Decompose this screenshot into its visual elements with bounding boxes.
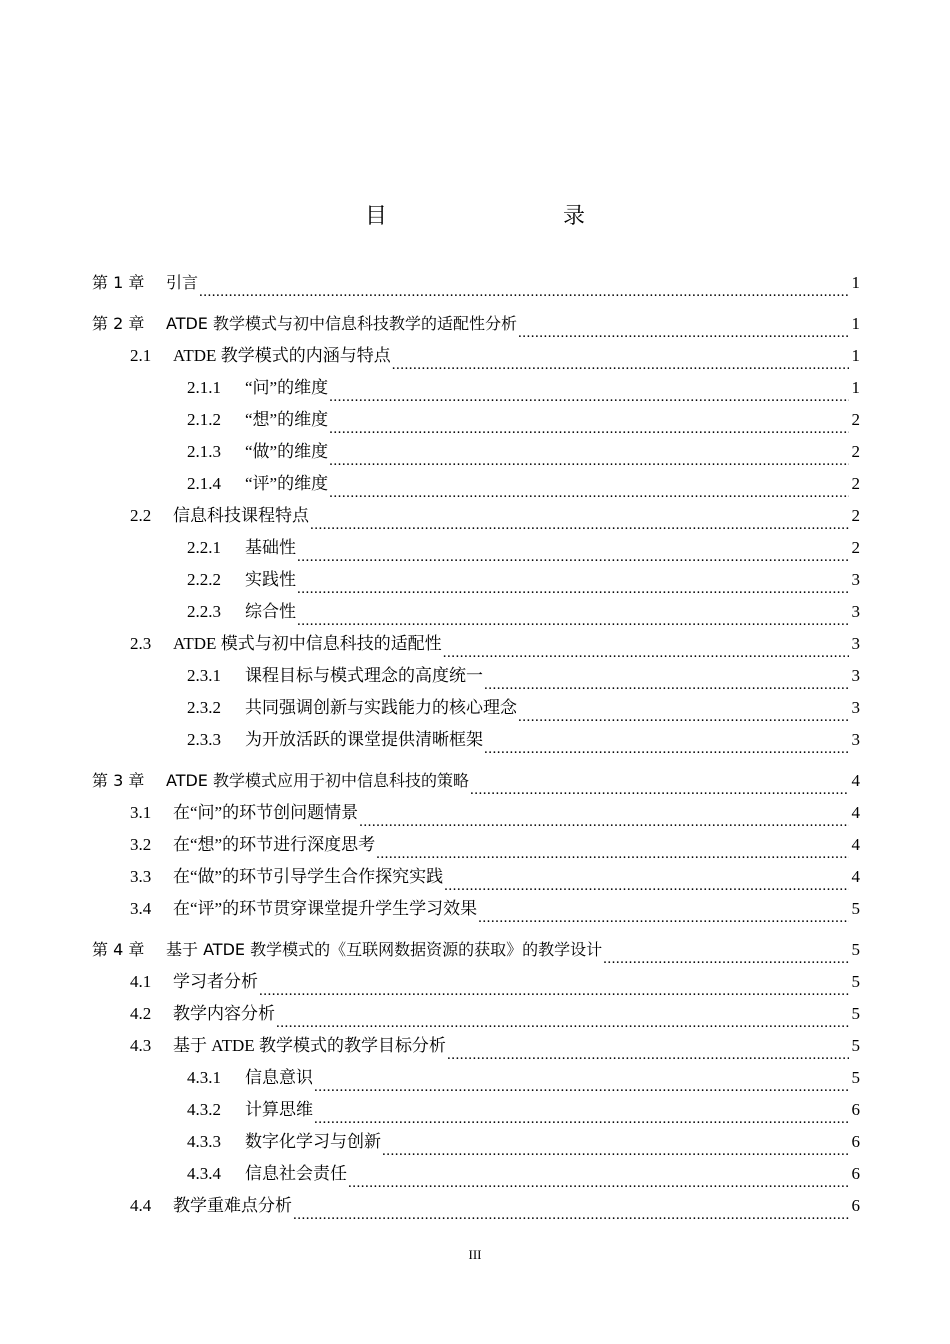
toc-entry-page: 3 bbox=[851, 602, 860, 621]
toc-entry-title: 引言 bbox=[166, 273, 199, 292]
toc-entry-title: 数字化学习与创新 bbox=[245, 1132, 381, 1151]
dot-leader bbox=[314, 1071, 849, 1093]
toc-entry[interactable] bbox=[130, 999, 860, 1029]
dot-leader bbox=[484, 669, 849, 691]
toc-entry-title: “评”的维度 bbox=[245, 474, 329, 493]
toc-entry-title: 信息社会责任 bbox=[245, 1164, 347, 1183]
dot-leader bbox=[444, 870, 849, 892]
toc-entry-title: 教学内容分析 bbox=[173, 1004, 275, 1023]
toc-entry-page: 2 bbox=[851, 410, 860, 429]
toc-entry-page: 4 bbox=[851, 835, 860, 854]
toc-entry-page: 1 bbox=[851, 378, 860, 397]
toc-entry-title: 基于 ATDE 教学模式的教学目标分析 bbox=[173, 1036, 446, 1055]
toc-entry-page: 2 bbox=[851, 506, 860, 525]
toc-entry[interactable] bbox=[187, 661, 860, 691]
toc-entry-number: 4.3 bbox=[130, 1036, 152, 1055]
toc-entry-page: 6 bbox=[851, 1132, 860, 1151]
dot-leader bbox=[329, 413, 849, 435]
toc-entry-page: 3 bbox=[851, 698, 860, 717]
toc-entry-number: 2.3.2 bbox=[187, 698, 221, 717]
dot-leader bbox=[484, 733, 849, 755]
toc-entry-title: 学习者分析 bbox=[173, 972, 258, 991]
toc-entry[interactable] bbox=[130, 894, 860, 924]
toc-entry-number: 第 2 章 bbox=[92, 314, 145, 333]
toc-entry-number: 2.2.2 bbox=[187, 570, 221, 589]
page-title: 目 录 bbox=[364, 204, 629, 229]
toc-entry-title: 实践性 bbox=[245, 570, 296, 589]
toc-entry-title: 基于 ATDE 教学模式的《互联网数据资源的获取》的教学设计 bbox=[166, 940, 603, 959]
toc-entry[interactable] bbox=[187, 437, 860, 467]
toc-entry-page: 5 bbox=[851, 1004, 860, 1023]
toc-entry-number: 4.3.4 bbox=[187, 1164, 221, 1183]
dot-leader bbox=[297, 541, 849, 563]
toc-entry-number: 4.4 bbox=[130, 1196, 152, 1215]
toc-entry[interactable] bbox=[130, 629, 860, 659]
toc-entry-title: 信息科技课程特点 bbox=[173, 506, 309, 525]
toc-entry[interactable] bbox=[130, 862, 860, 892]
page-number: III bbox=[468, 1247, 482, 1262]
toc-entry-title: 在“想”的环节进行深度思考 bbox=[173, 835, 376, 854]
toc-entry[interactable] bbox=[92, 766, 860, 796]
toc-entry-number: 第 4 章 bbox=[92, 940, 145, 959]
toc-entry[interactable] bbox=[187, 565, 860, 595]
toc-entry-page: 6 bbox=[851, 1196, 860, 1215]
toc-entry[interactable] bbox=[130, 1031, 860, 1061]
toc-entry-number: 2.2.1 bbox=[187, 538, 221, 557]
toc-entry-number: 3.4 bbox=[130, 899, 152, 918]
toc-entry[interactable] bbox=[187, 597, 860, 627]
toc-entry-page: 4 bbox=[851, 803, 860, 822]
dot-leader bbox=[348, 1167, 849, 1189]
toc-entry-title: 在“问”的环节创问题情景 bbox=[173, 803, 359, 822]
dot-leader bbox=[392, 349, 849, 371]
toc-entry[interactable] bbox=[130, 830, 860, 860]
toc-entry-number: 2.1.1 bbox=[187, 378, 221, 397]
dot-leader bbox=[447, 1039, 849, 1061]
toc-entry-title: ATDE 教学模式与初中信息科技教学的适配性分析 bbox=[166, 314, 517, 333]
toc-entry-page: 6 bbox=[851, 1100, 860, 1119]
toc-entry-number: 2.1.3 bbox=[187, 442, 221, 461]
dot-leader bbox=[603, 943, 849, 965]
dot-leader bbox=[376, 838, 849, 860]
toc-entry-page: 1 bbox=[851, 273, 860, 292]
toc-entry-number: 4.3.3 bbox=[187, 1132, 221, 1151]
toc-entry[interactable] bbox=[92, 268, 860, 298]
toc-entry-title: “做”的维度 bbox=[245, 442, 329, 461]
toc-entry-number: 2.1 bbox=[130, 346, 152, 365]
toc-entry[interactable] bbox=[130, 967, 860, 997]
toc-entry-number: 3.2 bbox=[130, 835, 152, 854]
toc-entry-page: 3 bbox=[851, 730, 860, 749]
toc-entry[interactable] bbox=[187, 469, 860, 499]
toc-entry-page: 5 bbox=[851, 1036, 860, 1055]
toc-entry-number: 4.1 bbox=[130, 972, 152, 991]
dot-leader bbox=[329, 445, 849, 467]
toc-entry-page: 2 bbox=[851, 474, 860, 493]
toc-entry-number: 2.3.3 bbox=[187, 730, 221, 749]
dot-leader bbox=[297, 573, 849, 595]
toc-entry-number: 第 1 章 bbox=[92, 273, 145, 292]
toc-entry-number: 4.3.2 bbox=[187, 1100, 221, 1119]
dot-leader bbox=[443, 637, 849, 659]
dot-leader bbox=[293, 1199, 849, 1221]
toc-entry-number: 2.1.2 bbox=[187, 410, 221, 429]
toc-entry-title: 信息意识 bbox=[245, 1068, 313, 1087]
dot-leader bbox=[314, 1103, 849, 1125]
toc-entry-title: “想”的维度 bbox=[245, 410, 329, 429]
toc-entry-number: 2.2 bbox=[130, 506, 152, 525]
toc-entry-number: 4.3.1 bbox=[187, 1068, 221, 1087]
dot-leader bbox=[199, 276, 849, 298]
toc-entry-title: 共同强调创新与实践能力的核心理念 bbox=[245, 698, 517, 717]
toc-entry-number: 3.3 bbox=[130, 867, 152, 886]
toc-entry-number: 2.3.1 bbox=[187, 666, 221, 685]
toc-entry-page: 2 bbox=[851, 538, 860, 557]
toc-entry-page: 5 bbox=[851, 1068, 860, 1087]
toc-entry-title: 教学重难点分析 bbox=[173, 1196, 292, 1215]
toc-entry[interactable] bbox=[130, 341, 860, 371]
toc-entry-title: 计算思维 bbox=[245, 1100, 313, 1119]
dot-leader bbox=[359, 806, 849, 828]
toc-entry-title: 在“做”的环节引导学生合作探究实践 bbox=[173, 867, 444, 886]
toc-entry-title: 基础性 bbox=[245, 538, 296, 557]
toc-entry-page: 4 bbox=[851, 867, 860, 886]
toc-entry[interactable] bbox=[187, 1063, 860, 1093]
dot-leader bbox=[329, 381, 849, 403]
toc-entry-title: ATDE 模式与初中信息科技的适配性 bbox=[173, 634, 442, 653]
toc-entry[interactable] bbox=[187, 533, 860, 563]
dot-leader bbox=[276, 1007, 849, 1029]
dot-leader bbox=[259, 975, 849, 997]
toc-entry-title: 在“评”的环节贯穿课堂提升学生学习效果 bbox=[173, 899, 478, 918]
toc-entry-page: 1 bbox=[851, 346, 860, 365]
toc-entry-page: 5 bbox=[851, 972, 860, 991]
dot-leader bbox=[329, 477, 849, 499]
dot-leader bbox=[518, 317, 849, 339]
toc-entry[interactable] bbox=[130, 501, 860, 531]
toc-entry-page: 3 bbox=[851, 666, 860, 685]
dot-leader bbox=[478, 902, 849, 924]
toc-entry-title: 为开放活跃的课堂提供清晰框架 bbox=[245, 730, 483, 749]
toc-entry-number: 第 3 章 bbox=[92, 771, 145, 790]
toc-entry[interactable] bbox=[187, 725, 860, 755]
toc-entry[interactable] bbox=[187, 693, 860, 723]
toc-entry[interactable] bbox=[187, 373, 860, 403]
toc-entry-page: 6 bbox=[851, 1164, 860, 1183]
toc-entry-title: 课程目标与模式理念的高度统一 bbox=[245, 666, 483, 685]
toc-entry-title: 综合性 bbox=[245, 602, 296, 621]
toc-entry[interactable] bbox=[130, 798, 860, 828]
toc-entry-page: 5 bbox=[851, 899, 860, 918]
toc-entry-number: 2.1.4 bbox=[187, 474, 221, 493]
toc-entry[interactable] bbox=[92, 935, 860, 965]
dot-leader bbox=[470, 774, 849, 796]
toc-entry[interactable] bbox=[92, 309, 860, 339]
toc-entry-title: ATDE 教学模式应用于初中信息科技的策略 bbox=[166, 771, 469, 790]
dot-leader bbox=[297, 605, 849, 627]
toc-entry-title: ATDE 教学模式的内涵与特点 bbox=[173, 346, 391, 365]
toc-entry-number: 3.1 bbox=[130, 803, 152, 822]
toc-entry-page: 1 bbox=[851, 314, 860, 333]
toc-entry[interactable] bbox=[187, 1127, 860, 1157]
toc-entry[interactable] bbox=[187, 1159, 860, 1189]
toc-entry[interactable] bbox=[187, 405, 860, 435]
toc-entry-number: 4.2 bbox=[130, 1004, 152, 1023]
dot-leader bbox=[382, 1135, 849, 1157]
toc-entry-page: 3 bbox=[851, 634, 860, 653]
toc-entry-title: “问”的维度 bbox=[245, 378, 329, 397]
toc-entry-number: 2.3 bbox=[130, 634, 152, 653]
toc-entry[interactable] bbox=[130, 1191, 860, 1221]
toc-entry-page: 4 bbox=[851, 771, 860, 790]
toc-entry-page: 5 bbox=[851, 940, 860, 959]
toc-entry-page: 2 bbox=[851, 442, 860, 461]
toc-entry-number: 2.2.3 bbox=[187, 602, 221, 621]
toc-entry[interactable] bbox=[187, 1095, 860, 1125]
toc-entry-page: 3 bbox=[851, 570, 860, 589]
dot-leader bbox=[518, 701, 849, 723]
dot-leader bbox=[310, 509, 849, 531]
